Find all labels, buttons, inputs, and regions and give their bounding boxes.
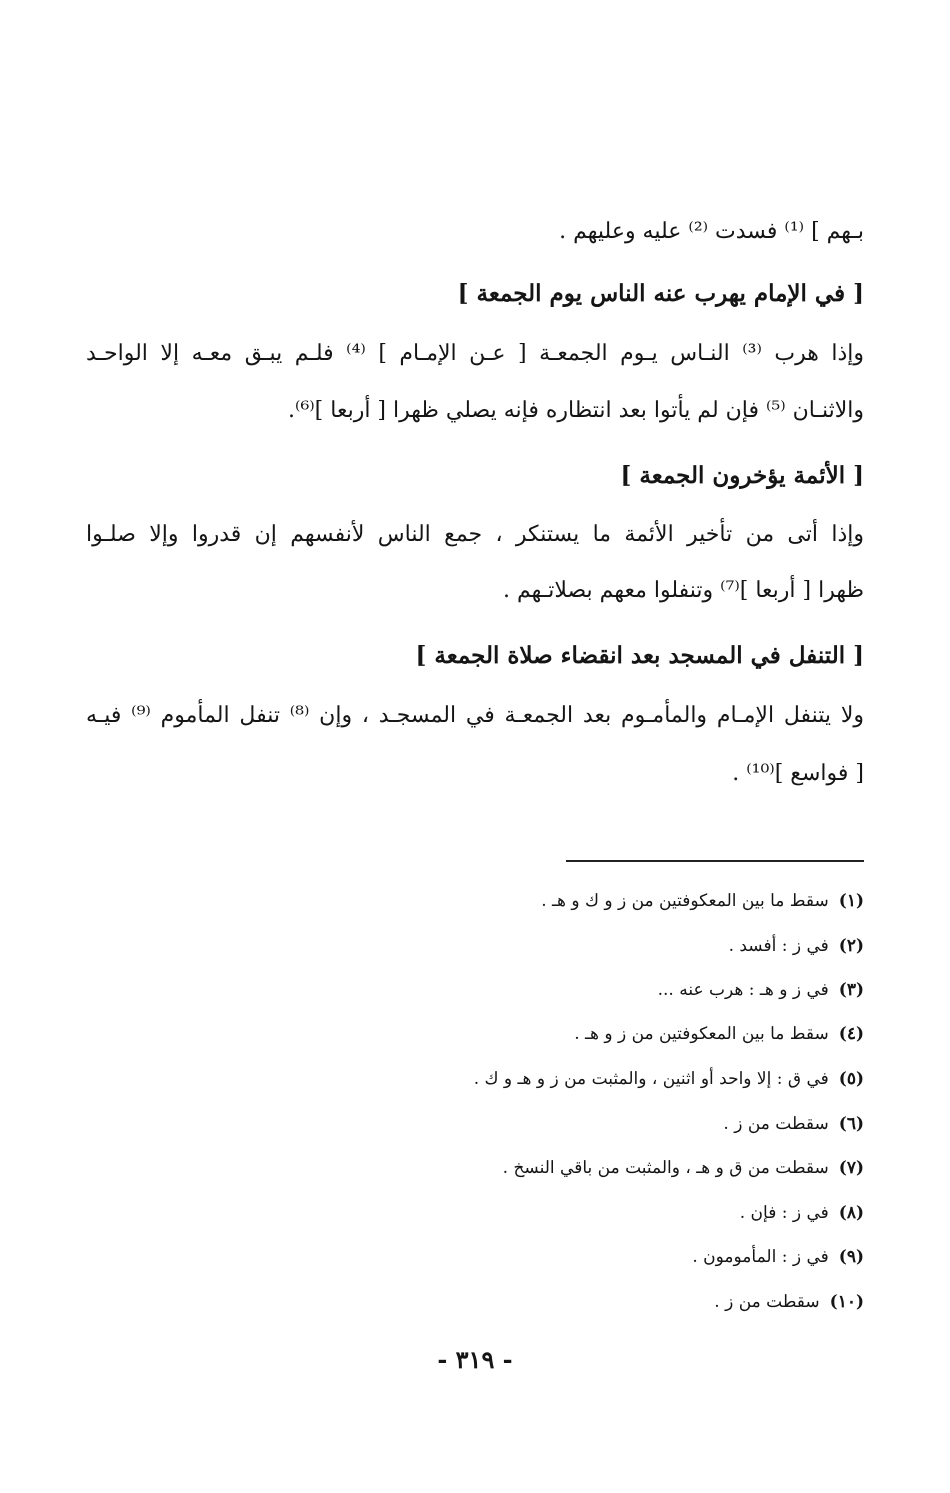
text-line-5: ظهرا [ أربعا ]⁽⁷⁾ وتنفلوا معهم بصلاتـهم . xyxy=(503,578,864,603)
text-line-1: بـهم ] ⁽¹⁾ فسدت ⁽²⁾ عليه وعليهم . xyxy=(559,219,864,244)
footnote-9 xyxy=(692,1244,864,1270)
text-line-7: [ فواسع ]⁽¹⁰⁾ . xyxy=(732,761,864,786)
footnote-number: (١) xyxy=(838,891,864,911)
footnote-text: سقط ما بين المعكوفتين من ز و ك و هـ . xyxy=(541,891,829,911)
footnote-5 xyxy=(474,1066,864,1092)
footnote-text: في ق : إلا واحد أو اثنين ، والمثبت من ز و هـ و ك . xyxy=(473,1069,829,1089)
footnote-1 xyxy=(541,888,864,914)
footnote-divider xyxy=(566,860,864,862)
footnote-number: (٥) xyxy=(838,1069,864,1089)
footnote-text: في ز : فإن . xyxy=(739,1203,829,1223)
footnote-text: سقطت من ق و هـ ، والمثبت من باقي النسخ . xyxy=(502,1158,829,1178)
text-line-2: وإذا هرب ⁽³⁾ النـاس يـوم الجمعـة [ عـن الإمـام ] ⁽⁴⁾ فلـم يبـق معـه إلا الواحـد xyxy=(86,341,864,366)
section-heading-imam-flees: [ في الإمام يهرب عنه الناس يوم الجمعة ] xyxy=(457,280,864,307)
footnote-8 xyxy=(740,1200,864,1226)
footnote-number: (٩) xyxy=(838,1247,864,1267)
footnote-4 xyxy=(574,1021,864,1047)
text-line-4: وإذا أتى من تأخير الأئمة ما يستنكر ، جمع الناس لأنفسهم إن قدروا وإلا صلـوا xyxy=(86,522,864,547)
footnote-number: (١٠) xyxy=(829,1292,864,1312)
section-heading-voluntary-prayer: [ التنفل في المسجد بعد انقضاء صلاة الجمعة ] xyxy=(415,642,864,669)
text-line-3: والاثنـان ⁽⁵⁾ فإن لم يأتوا بعد انتظاره فإنه يصلي ظهرا [ أربعا ]⁽⁶⁾. xyxy=(288,398,864,423)
footnote-6 xyxy=(723,1111,864,1137)
footnote-number: (٨) xyxy=(838,1203,864,1223)
footnote-text: في ز : المأمومون . xyxy=(692,1247,829,1267)
footnote-number: (٦) xyxy=(838,1114,864,1134)
footnote-text: سقط ما بين المعكوفتين من ز و هـ . xyxy=(574,1024,829,1044)
footnote-text: في ز و هـ : هرب عنه ... xyxy=(657,980,829,1000)
section-heading-imams-delay: [ الأئمة يؤخرون الجمعة ] xyxy=(620,462,864,489)
footnote-3 xyxy=(658,977,864,1003)
page-number: - ٣١٩ - xyxy=(437,1345,513,1374)
footnote-text: سقطت من ز . xyxy=(714,1292,820,1312)
footnote-text: سقطت من ز . xyxy=(723,1114,829,1134)
footnote-number: (٢) xyxy=(838,936,864,956)
text-line-6: ولا يتنفل الإمـام والمأمـوم بعد الجمعـة في المسجـد ، وإن ⁽⁸⁾ تنفل المأموم ⁽⁹⁾ فيـه xyxy=(86,703,864,728)
footnote-number: (٧) xyxy=(838,1158,864,1178)
footnote-10 xyxy=(714,1289,864,1315)
footnote-number: (٣) xyxy=(838,980,864,1000)
footnote-2 xyxy=(729,933,864,959)
footnote-text: في ز : أفسد . xyxy=(728,936,829,956)
footnote-7 xyxy=(503,1155,864,1181)
footnote-number: (٤) xyxy=(838,1024,864,1044)
